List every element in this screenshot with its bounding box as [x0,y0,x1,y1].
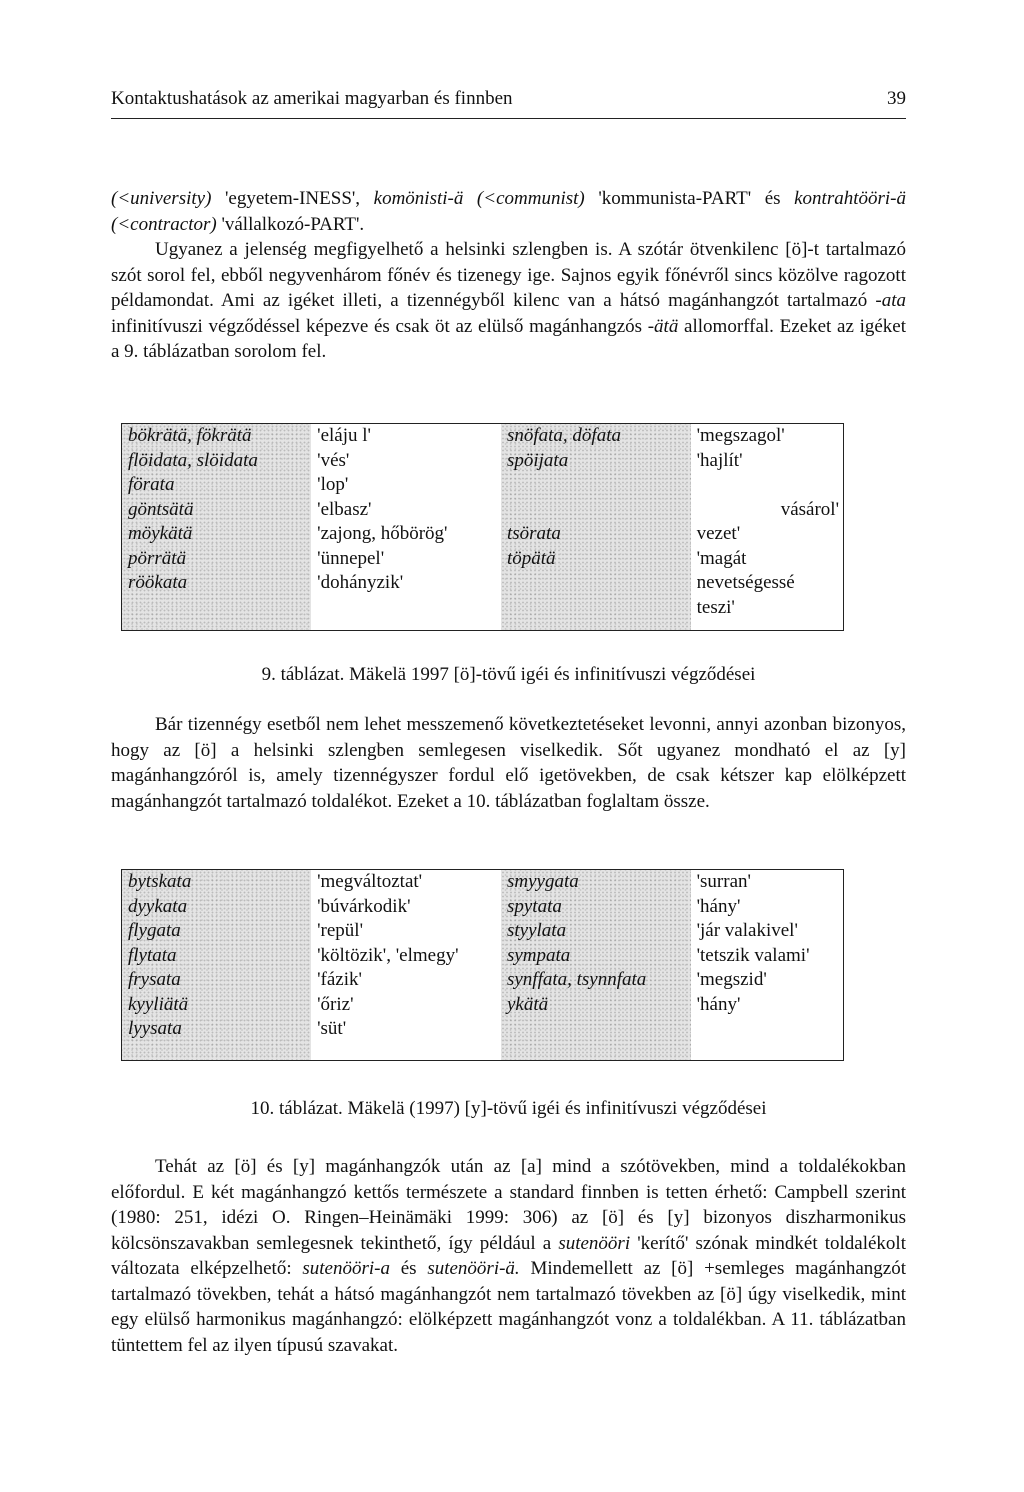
p2-suffix-ata-front: -ätä [647,315,679,337]
table9-cell: 'eláju l' [317,425,371,446]
table10-cell: lyysata [128,1018,182,1039]
table9-cell: möykätä [128,523,193,544]
p2-suffix-ata: -ata [875,290,906,311]
table10-col4 [691,870,844,1061]
table10-cell: frysata [128,969,181,990]
table10-cell: 'jár valakivel' [696,920,798,941]
table10-cell: bytskata [128,871,192,892]
table10-col2 [311,870,501,1061]
table9-cell: tsörata [506,523,561,544]
paragraph-2 [111,237,906,365]
table10-cell: 'surran' [696,871,751,892]
table10-cell: 'őriz' [317,993,354,1015]
p4-word-1: sutenööri [558,1232,631,1254]
table9-col4 [691,424,844,631]
p1-word-1: (<university) [111,188,212,209]
table-10-caption: 10. táblázat. Mäkelä (1997) [y]-tövű igéi és infinitívuszi végződései [250,1098,767,1119]
table9-cell: 'ünnepel' [317,547,385,569]
p4-word-3: sutenööri-ä. [427,1258,520,1279]
table9-cell: snöfata, döfata [506,425,621,446]
p1-text-1: 'egyetem-INESS', [211,188,374,209]
p2-text-2: infinitívuszi végződéssel képezve és csak öt az elülső magánhangzós [111,315,648,337]
table-9-caption: 9. táblázat. Mäkelä 1997 [ö]-tövű igéi és infinitívuszi végződései [261,664,756,685]
table-10 [121,869,844,1061]
table9-cell: förata [128,474,175,495]
table9-cell: bökrätä, fökrätä [128,425,252,446]
table10-cell: 'megszid' [696,969,767,990]
table10-cell: flytata [128,944,177,966]
paragraph-3: Bár tizennégy esetből nem lehet messzemenő következtetéseket levonni, annyi azonban bizonyos, hogy az [ö] a helsinki szlengben semlegesen viselkedik. Sőt ugyanez mondható el az [y] magánhangzóról is, amely tizennégyszer fordul elő igetövekben, de csak kétszer kap elölképzett magánhangzót tartalmazó toldalékot. Ezeket a 10. táblázatban foglaltam össze. [111,714,906,812]
table9-cell [697,473,843,498]
table9-cell: 'vés' [317,449,350,471]
table9-cell: flöidata, slöidata [128,449,258,471]
p2-text-3: allomorffal. Ezeket az igéket a 9. táblázatban sorolom fel. [111,315,907,362]
table10-cell: sympata [506,944,571,966]
table9-cell: spöijata [506,449,569,471]
table10-cell: spytata [506,895,562,917]
p4-text-3: és [389,1258,428,1279]
table10-cell: kyyliätä [128,993,189,1015]
p1-word-3: kontrahtööri-ä (<contractor) [111,188,907,235]
table10-cell: 'repül' [317,920,363,941]
p4-text-4: Mindemellett az [ö] +semleges magánhangzót tartalmazó tövekben, tehát a hátsó magánhangzót nem tartalmazó tövekben az [ö] úgy viselkedik, mint egy elülső harmonikus magánhangzó: elölképzett magánhangzót vonz a toldalékban. A 11. táblázatban tüntettem fel az ilyen típusú szavakat. [111,1258,907,1356]
table9-cell: 'lop' [317,474,349,495]
table-9 [121,423,844,631]
table9-col3 [501,424,691,631]
table10-cell: synffata, tsynnfata [506,969,647,990]
table9-cell: vásárol' [780,498,839,520]
table10-cell: 'hány' [696,895,741,917]
table10-cell: 'fázik' [317,969,362,990]
table9-cell: töpätä [506,547,556,569]
table9-cell: 'hajlít' [696,449,743,471]
table10-cell: 'költözik', 'elmegy' [317,944,459,966]
table10-cell: dyykata [128,895,188,917]
table9-col2 [311,424,501,631]
p4-text-2: 'kerítő' szónak mindkét toldalékolt változata elképzelhető: [111,1232,906,1279]
page-number: 39 [887,88,906,109]
paragraph-4 [111,1154,906,1358]
table10-cell: flygata [128,920,181,941]
table9-cell [507,473,691,498]
running-header [111,88,906,119]
p4-text-1: Tehát az [ö] és [y] magánhangzók után az [a] mind a szótövekben, mind a toldalékokban előfordul. E két magánhangzó kettős természete a standard finnben is tetten érhető: Campbell szerint (1980: 251, idézi O. Ringen–Heinämäki 1999: 306) az [ö] és [y] bizonyos diszharmonikus kölcsönszavakban semlegesnek tekinthető, így például a [111,1156,906,1254]
table10-cell: 'hány' [696,993,741,1015]
p4-word-2: sutenööri-a [302,1258,390,1279]
table10-cell: styylata [506,920,567,941]
table9-cell: röökata [128,572,188,593]
table9-col1 [122,424,312,631]
table9-cell: vezet' [696,523,741,544]
table9-cell: 'dohányzik' [317,572,404,593]
table9-cell: 'megszagol' [696,425,785,446]
p2-text-1: Ugyanez a jelenség megfigyelhető a helsinki szlengben is. A szótár ötvenkilenc [ö]-t tartalmazó szót sorol fel, ebből negyvenhárom főnév és tizenegy ige. Sajnos egyik főnévről sincs közölve ragozott példamondat. Ami az igéket illeti, a tizennégyből kilenc van a hátsó magánhangzót tartalmazó [111,239,906,311]
table10-cell: 'megváltoztat' [317,871,423,892]
table9-cell [507,498,691,523]
table9-cell: göntsätä [128,498,194,520]
p1-text-3: 'vállalkozó-PART'. [216,213,365,235]
table10-cell: ykätä [506,993,549,1015]
table9-cell: pörrätä [128,547,187,569]
table10-cell: 'tetszik valami' [696,944,810,966]
header-title: Kontaktushatások az amerikai magyarban és finnben [111,88,513,109]
table10-col3 [501,870,691,1061]
p1-word-2: komönisti-ä (<communist) [373,188,585,209]
table9-cell: 'elbasz' [317,498,372,520]
table9-cell: 'zajong, hőbörög' [317,523,448,544]
table10-cell: smyygata [506,871,579,892]
table10-cell: 'búvárkodik' [317,895,411,917]
table9-cell: teszi' [696,596,735,618]
table9-cell: nevetségessé [696,572,795,593]
table10-cell: 'süt' [317,1018,347,1039]
p1-text-2: 'kommunista-PART' és [584,188,795,209]
table10-col1 [122,870,312,1061]
table9-cell: 'magát [696,547,747,569]
paragraph-1 [111,186,906,237]
